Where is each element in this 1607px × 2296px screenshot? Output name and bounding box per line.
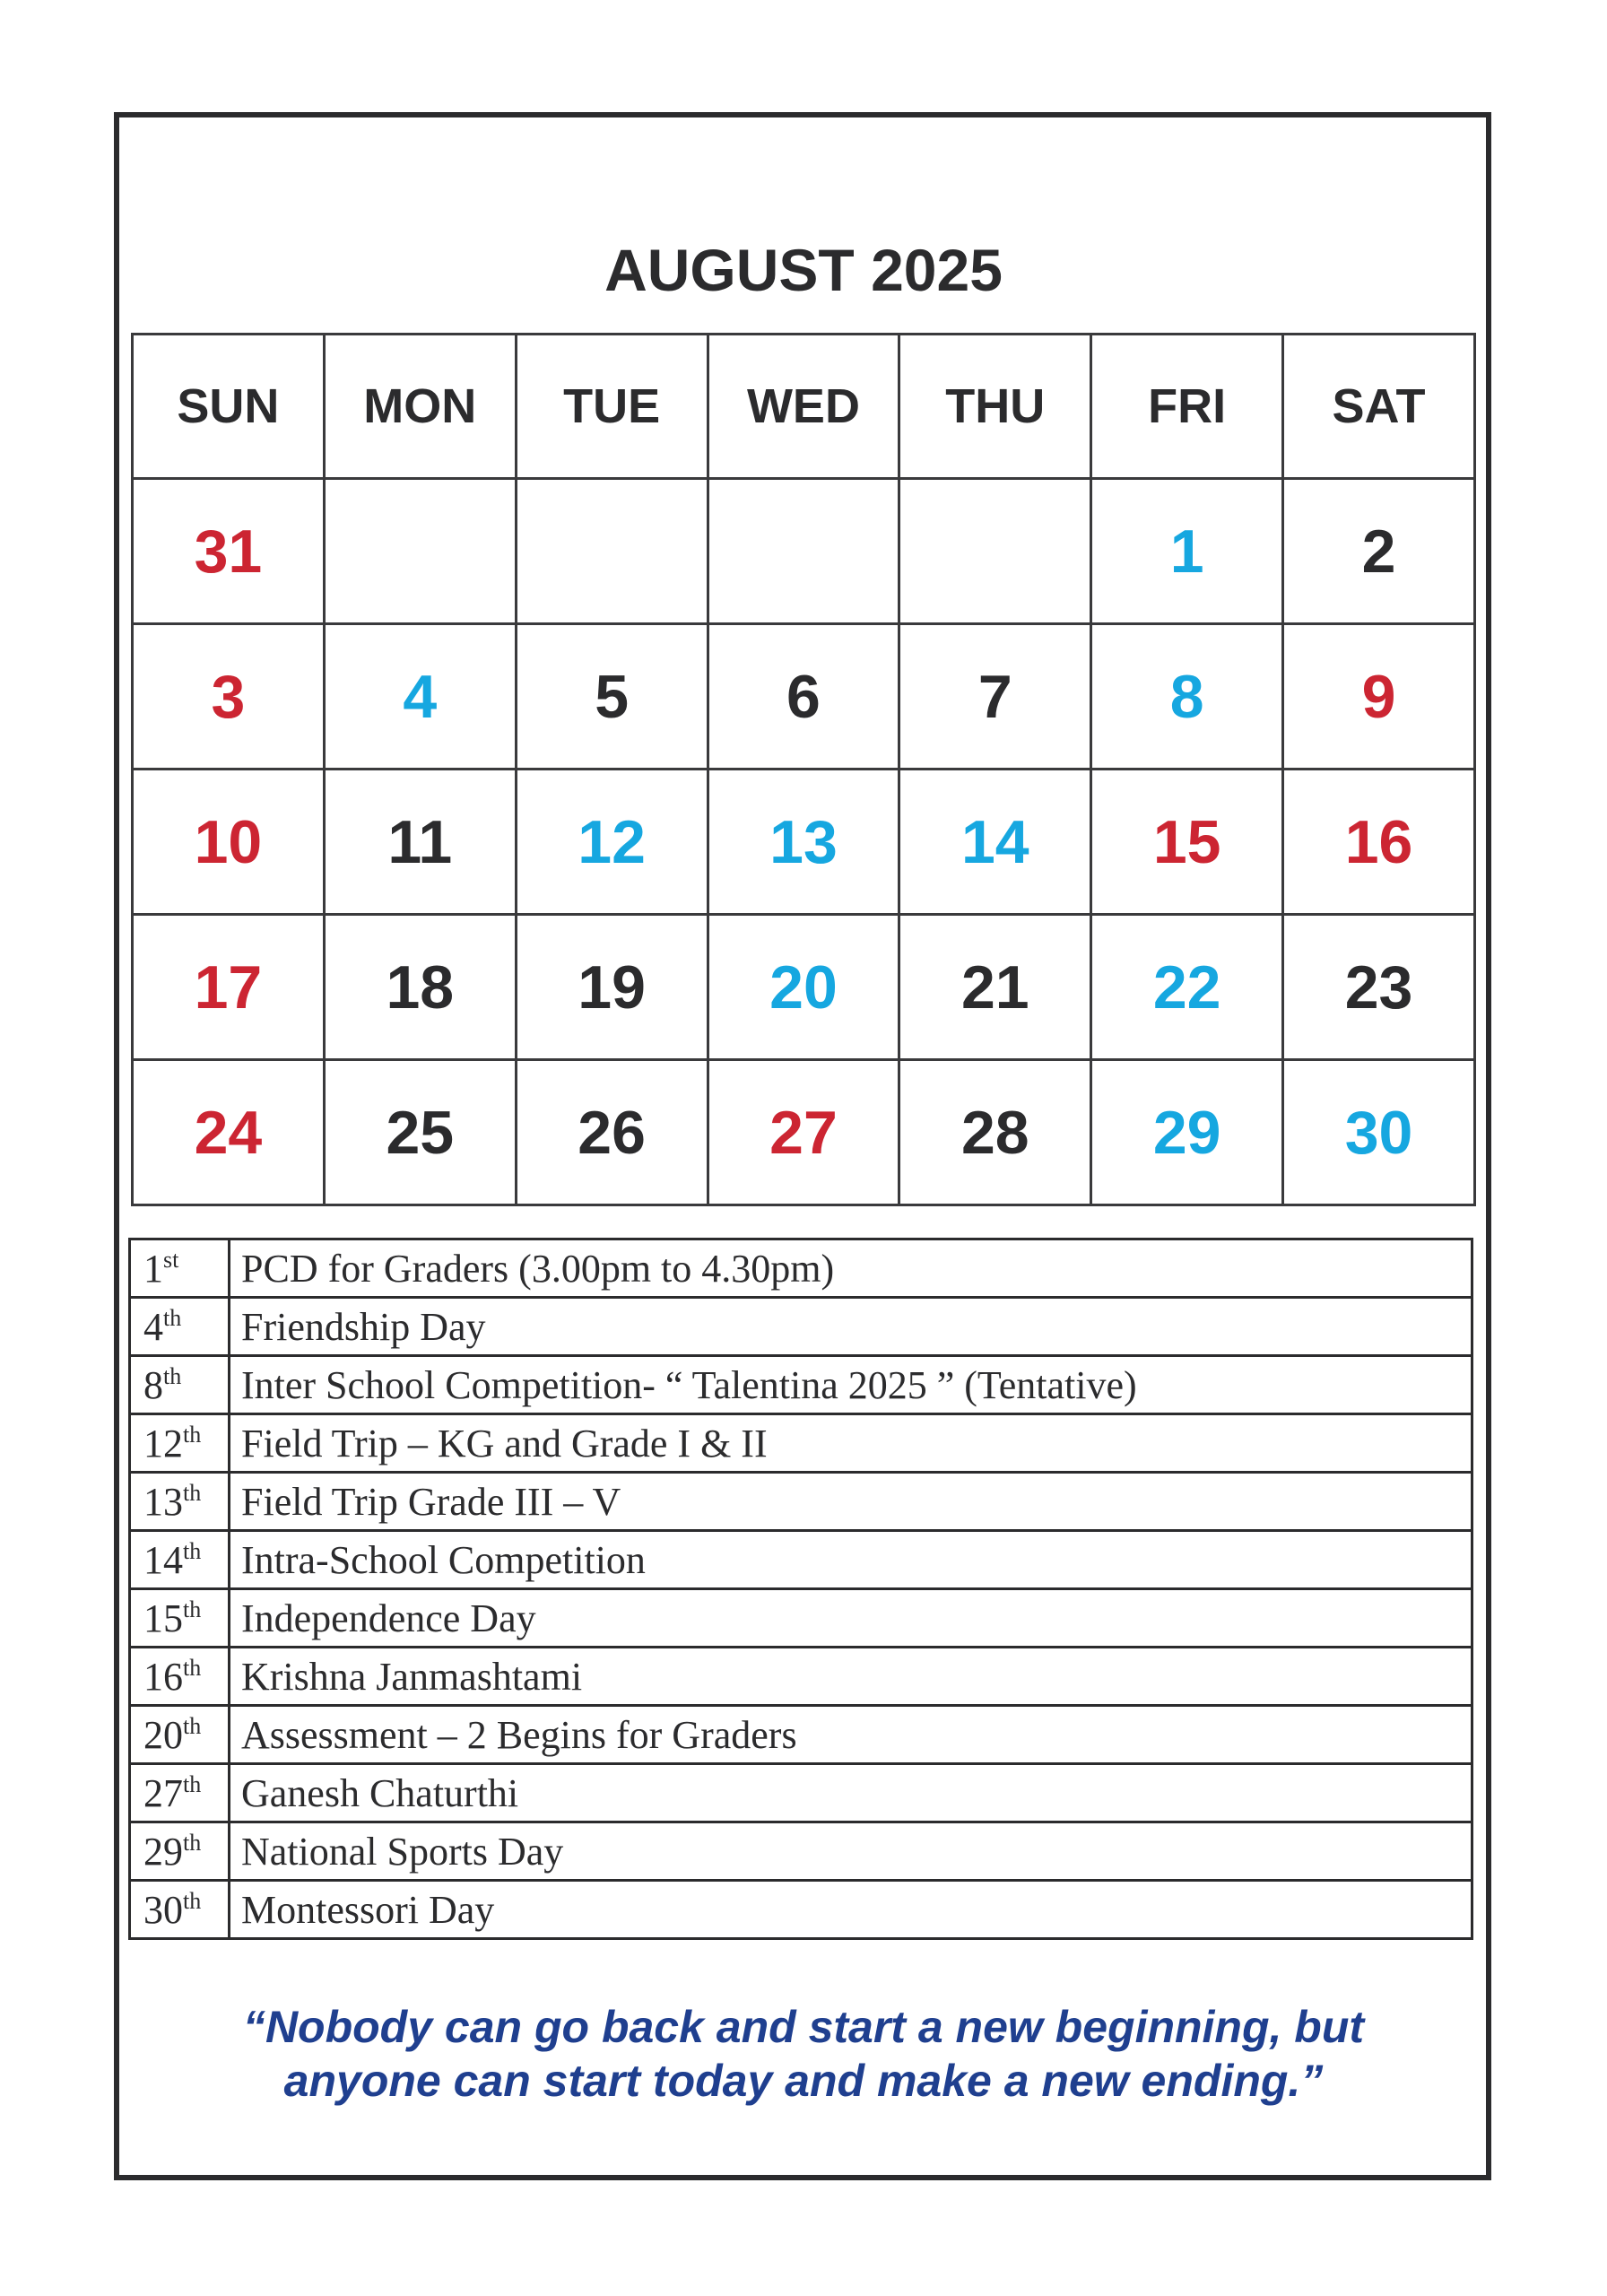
day-cell-18: 18 (324, 915, 516, 1060)
event-date-number: 4 (143, 1304, 163, 1349)
event-row (130, 1822, 1472, 1881)
day-cell-14: 14 (899, 770, 1091, 915)
event-description: Independence Day (230, 1589, 1472, 1648)
event-date-number: 16 (143, 1654, 183, 1699)
event-date (130, 1356, 230, 1414)
day-cell-15: 15 (1091, 770, 1283, 915)
weekday-sat: SAT (1283, 335, 1475, 479)
event-description: Field Trip Grade III – V (230, 1473, 1472, 1531)
event-date (130, 1764, 230, 1822)
event-date-suffix: th (183, 1479, 202, 1506)
day-cell-6: 6 (708, 624, 899, 770)
event-row (130, 1473, 1472, 1531)
event-date (130, 1531, 230, 1589)
day-cell-24: 24 (133, 1060, 325, 1205)
day-cell-30: 30 (1283, 1060, 1475, 1205)
weekday-wed: WED (708, 335, 899, 479)
day-cell-22: 22 (1091, 915, 1283, 1060)
event-description: Montessori Day (230, 1881, 1472, 1939)
calendar-title: AUGUST 2025 (604, 237, 1003, 303)
event-row (130, 1356, 1472, 1414)
event-date (130, 1706, 230, 1764)
calendar-weeks (133, 479, 1475, 1205)
event-row (130, 1881, 1472, 1939)
event-date-suffix: st (163, 1246, 179, 1273)
day-cell-25: 25 (324, 1060, 516, 1205)
day-cell-7: 7 (899, 624, 1091, 770)
day-cell-12: 12 (516, 770, 708, 915)
event-date-suffix: th (183, 1770, 202, 1797)
empty-day-cell (708, 479, 899, 624)
events-list (128, 1238, 1473, 1940)
event-date-number: 15 (143, 1596, 183, 1640)
weekday-header-row (133, 335, 1475, 479)
event-description: Ganesh Chaturthi (230, 1764, 1472, 1822)
event-date (130, 1822, 230, 1881)
event-date-suffix: th (183, 1596, 202, 1622)
event-description: Field Trip – KG and Grade I & II (230, 1414, 1472, 1473)
day-cell-28: 28 (899, 1060, 1091, 1205)
event-description: Inter School Competition- “ Talentina 2025 ” (Tentative) (230, 1356, 1472, 1414)
event-date-suffix: th (183, 1829, 202, 1856)
weekday-thu: THU (899, 335, 1091, 479)
event-row (130, 1239, 1472, 1298)
empty-day-cell (324, 479, 516, 624)
event-row (130, 1531, 1472, 1589)
event-row (130, 1298, 1472, 1356)
event-row (130, 1706, 1472, 1764)
week-row (133, 770, 1475, 915)
day-cell-5: 5 (516, 624, 708, 770)
day-cell-8: 8 (1091, 624, 1283, 770)
event-description: Krishna Janmashtami (230, 1648, 1472, 1706)
event-date (130, 1473, 230, 1531)
event-date-suffix: th (163, 1362, 182, 1389)
empty-day-cell (516, 479, 708, 624)
event-date-number: 13 (143, 1479, 183, 1524)
event-date-suffix: th (183, 1712, 202, 1739)
weekday-sun: SUN (133, 335, 325, 479)
day-cell-9: 9 (1283, 624, 1475, 770)
week-row (133, 479, 1475, 624)
day-cell-11: 11 (324, 770, 516, 915)
calendar-grid (131, 333, 1476, 1206)
week-row (133, 624, 1475, 770)
event-date-suffix: th (183, 1421, 202, 1448)
event-date-suffix: th (183, 1654, 202, 1681)
event-date-number: 30 (143, 1887, 183, 1932)
event-date-number: 20 (143, 1712, 183, 1757)
day-cell-3: 3 (133, 624, 325, 770)
empty-day-cell (899, 479, 1091, 624)
event-description: Friendship Day (230, 1298, 1472, 1356)
event-date (130, 1589, 230, 1648)
event-date (130, 1298, 230, 1356)
event-date (130, 1414, 230, 1473)
day-cell-21: 21 (899, 915, 1091, 1060)
event-date-number: 29 (143, 1829, 183, 1874)
weekday-tue: TUE (516, 335, 708, 479)
event-date-suffix: th (183, 1887, 202, 1914)
quote (0, 2000, 1607, 2108)
day-cell-13: 13 (708, 770, 899, 915)
event-row (130, 1764, 1472, 1822)
event-row (130, 1589, 1472, 1648)
day-cell-29: 29 (1091, 1060, 1283, 1205)
day-cell-26: 26 (516, 1060, 708, 1205)
event-date (130, 1881, 230, 1939)
day-cell-23: 23 (1283, 915, 1475, 1060)
day-cell-16: 16 (1283, 770, 1475, 915)
week-row (133, 1060, 1475, 1205)
event-date-number: 8 (143, 1362, 163, 1407)
event-description: Assessment – 2 Begins for Graders (230, 1706, 1472, 1764)
day-cell-4: 4 (324, 624, 516, 770)
event-date-number: 27 (143, 1770, 183, 1815)
day-cell-17: 17 (133, 915, 325, 1060)
day-cell-31: 31 (133, 479, 325, 624)
quote-line-2: anyone can start today and make a new ending.” (283, 2056, 1324, 2106)
event-date (130, 1239, 230, 1298)
event-description: Intra-School Competition (230, 1531, 1472, 1589)
day-cell-1: 1 (1091, 479, 1283, 624)
event-date-suffix: th (163, 1304, 182, 1331)
weekday-mon: MON (324, 335, 516, 479)
day-cell-19: 19 (516, 915, 708, 1060)
event-description: PCD for Graders (3.00pm to 4.30pm) (230, 1239, 1472, 1298)
event-description: National Sports Day (230, 1822, 1472, 1881)
week-row (133, 915, 1475, 1060)
quote-line-1: “Nobody can go back and start a new beginning, but (242, 2002, 1365, 2052)
weekday-fri: FRI (1091, 335, 1283, 479)
event-row (130, 1648, 1472, 1706)
day-cell-20: 20 (708, 915, 899, 1060)
day-cell-2: 2 (1283, 479, 1475, 624)
day-cell-27: 27 (708, 1060, 899, 1205)
event-date-suffix: th (183, 1537, 202, 1564)
event-date (130, 1648, 230, 1706)
event-date-number: 1 (143, 1246, 163, 1291)
event-date-number: 12 (143, 1421, 183, 1465)
event-date-number: 14 (143, 1537, 183, 1582)
event-row (130, 1414, 1472, 1473)
day-cell-10: 10 (133, 770, 325, 915)
